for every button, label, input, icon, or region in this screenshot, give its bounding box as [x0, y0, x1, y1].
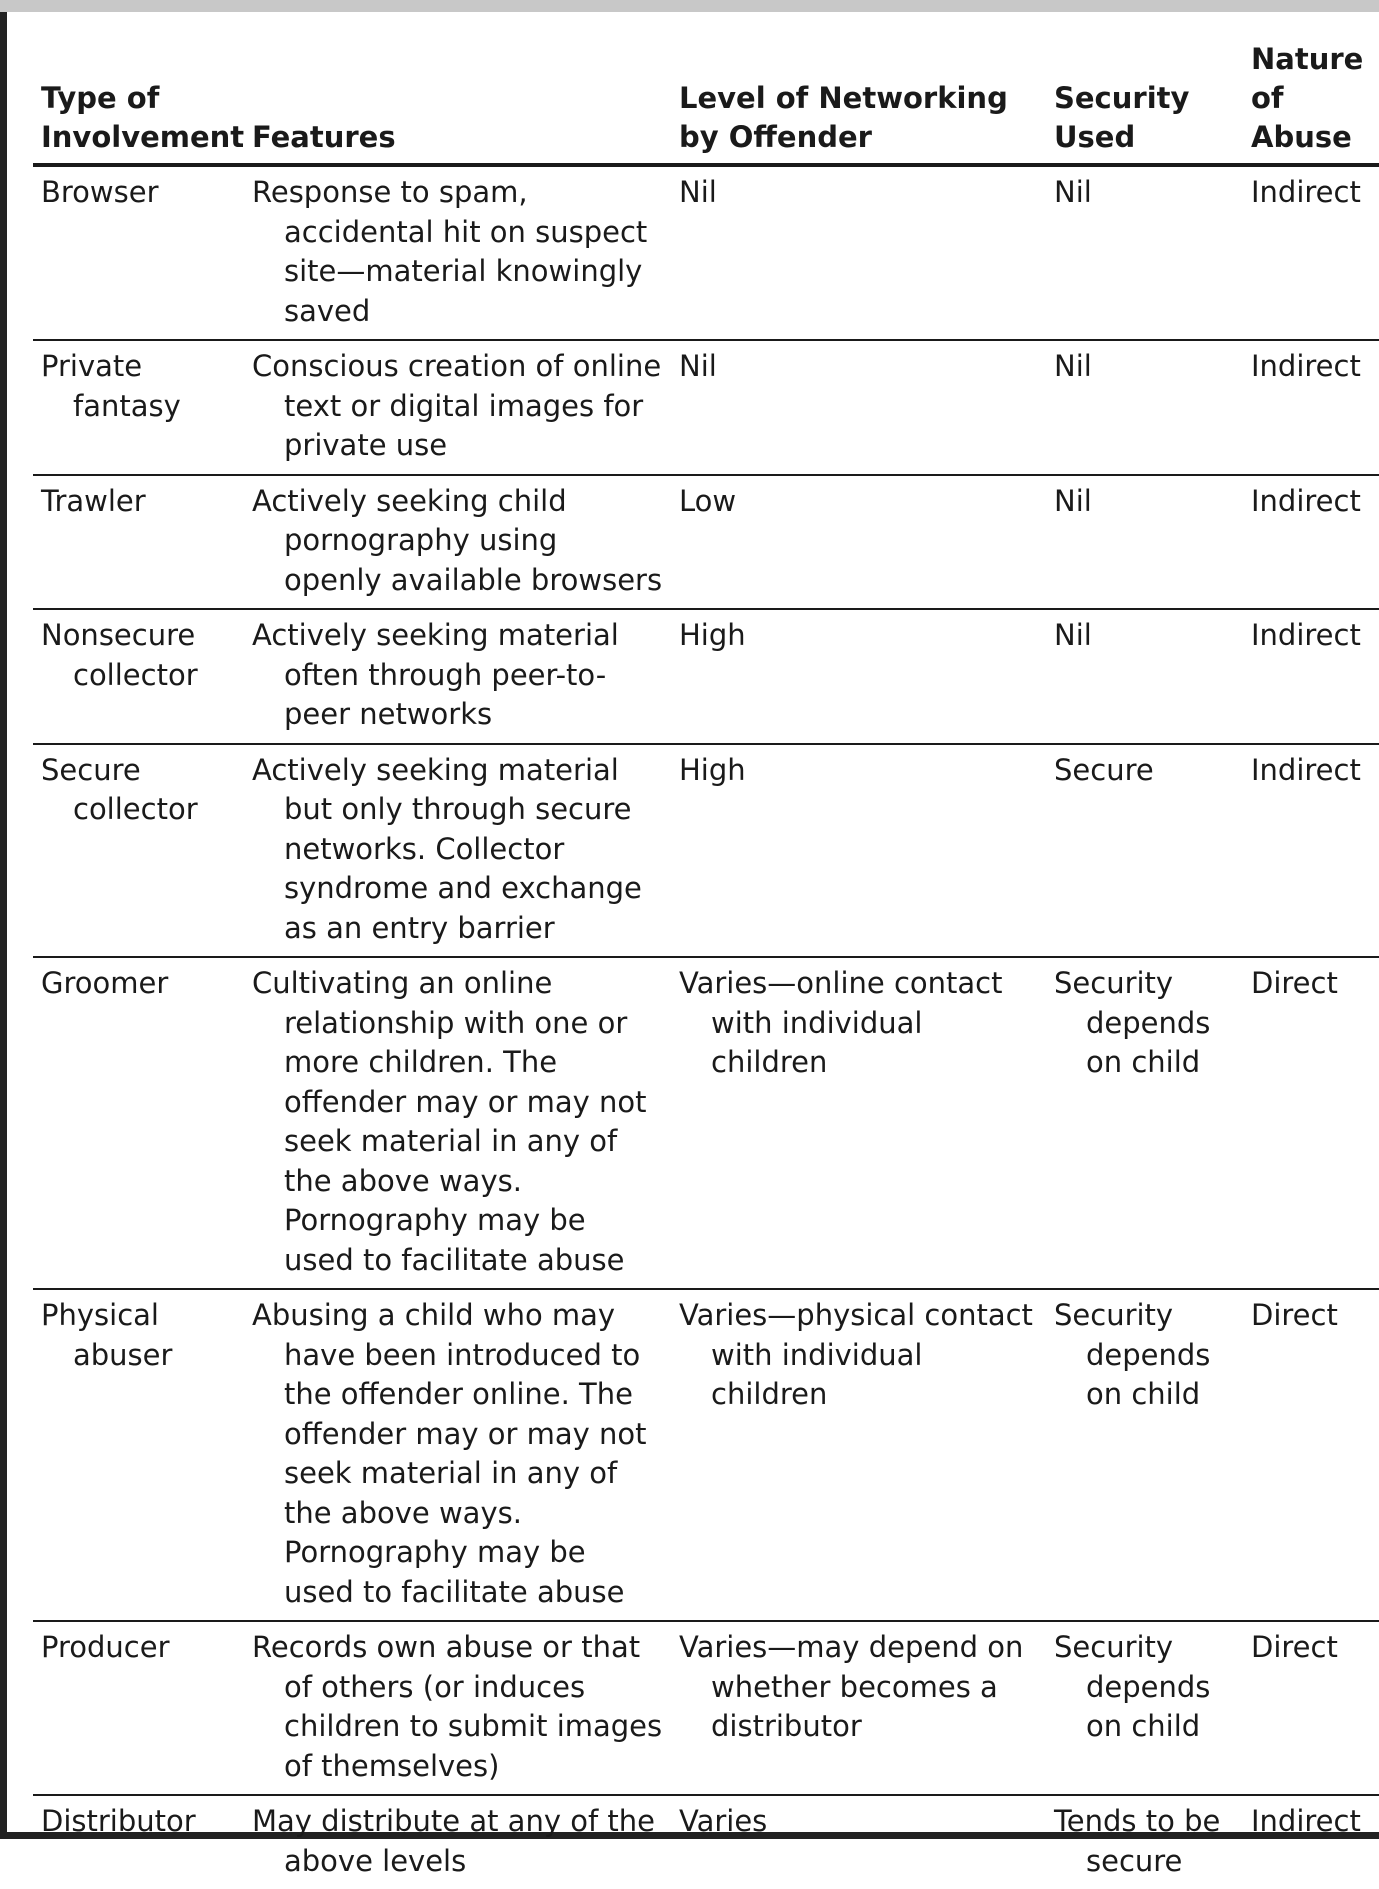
table-row	[33, 957, 1379, 1289]
table-row	[33, 1289, 1379, 1621]
cell-security: Security depends on child	[1046, 1621, 1243, 1795]
cell-type: Private fantasy	[33, 340, 244, 475]
cell-security: Nil	[1046, 165, 1243, 340]
cell-features: Actively seeking child pornography using openly available browsers	[244, 475, 671, 610]
header-networking: Level of Networking by Offender	[671, 32, 1046, 165]
cell-features: Actively seeking material but only through secure networks. Collector syndrome and exchange as an entry barrier	[244, 744, 671, 958]
cell-features: Actively seeking material often through peer-to-peer networks	[244, 609, 671, 744]
cell-nature: Indirect	[1243, 609, 1379, 744]
cell-networking: Varies—online contact with individual children	[671, 957, 1046, 1289]
header-type: Type of Involvement	[33, 32, 244, 165]
cell-features: May distribute at any of the above levels	[252, 1804, 655, 1878]
cell-nature: Indirect	[1243, 340, 1379, 475]
header-security: Security Used	[1046, 32, 1243, 165]
cell-type: Physical abuser	[33, 1289, 244, 1621]
cell-features: Response to spam, accidental hit on suspect site—material knowingly saved	[244, 165, 671, 340]
top-border	[0, 0, 1379, 12]
cell-type: Groomer	[33, 957, 244, 1289]
cell-networking: High	[671, 744, 1046, 958]
cell-nature: Direct	[1243, 957, 1379, 1289]
cell-type: Nonsecure collector	[33, 609, 244, 744]
cell-nature: Direct	[1243, 1289, 1379, 1621]
cell-features: Abusing a child who may have been introduced to the offender online. The offender may or may not seek material in any of the above ways. Pornography may be used to facilitate abuse	[244, 1289, 671, 1621]
cell-features: Records own abuse or that of others (or induces children to submit images of themselves)	[244, 1621, 671, 1795]
cell-type: Distributor	[41, 1804, 196, 1838]
cell-networking: Varies—physical contact with individual children	[671, 1289, 1046, 1621]
table-row	[33, 1795, 1379, 1889]
cell-security: Nil	[1046, 609, 1243, 744]
cell-networking: Varies	[679, 1804, 768, 1838]
cell-networking: Nil	[671, 340, 1046, 475]
cell-security: Security depends on child	[1046, 1289, 1243, 1621]
cell-networking: High	[671, 609, 1046, 744]
table-row	[33, 1621, 1379, 1795]
cell-nature: Indirect	[1251, 1804, 1361, 1838]
cell-nature: Direct	[1243, 1621, 1379, 1795]
cell-networking: Nil	[671, 165, 1046, 340]
offender-typology-table	[33, 32, 1379, 1889]
cell-security: Tends to be secure	[1054, 1804, 1221, 1878]
table-frame	[0, 12, 1379, 1878]
cell-networking: Low	[671, 475, 1046, 610]
cell-nature: Indirect	[1243, 744, 1379, 958]
cell-type: Secure collector	[33, 744, 244, 958]
cell-networking: Varies—may depend on whether becomes a distributor	[671, 1621, 1046, 1795]
cell-security: Nil	[1046, 340, 1243, 475]
table-row	[33, 475, 1379, 610]
cell-security: Nil	[1046, 475, 1243, 610]
cell-type: Trawler	[33, 475, 244, 610]
cell-security: Secure	[1046, 744, 1243, 958]
cell-type: Producer	[33, 1621, 244, 1795]
cell-type: Browser	[33, 165, 244, 340]
header-features: Features	[244, 32, 671, 165]
table-row	[33, 744, 1379, 958]
cell-nature: Indirect	[1243, 165, 1379, 340]
header-nature: Nature of Abuse	[1243, 32, 1379, 165]
table-row	[33, 340, 1379, 475]
table-row	[33, 165, 1379, 340]
cell-features: Cultivating an online relationship with one or more children. The offender may or may not seek material in any of the above ways. Pornography may be used to facilitate abuse	[244, 957, 671, 1289]
cell-nature: Indirect	[1243, 475, 1379, 610]
cell-security: Security depends on child	[1046, 957, 1243, 1289]
cell-features: Conscious creation of online text or digital images for private use	[244, 340, 671, 475]
table-row	[33, 609, 1379, 744]
table-header-row	[33, 32, 1379, 165]
